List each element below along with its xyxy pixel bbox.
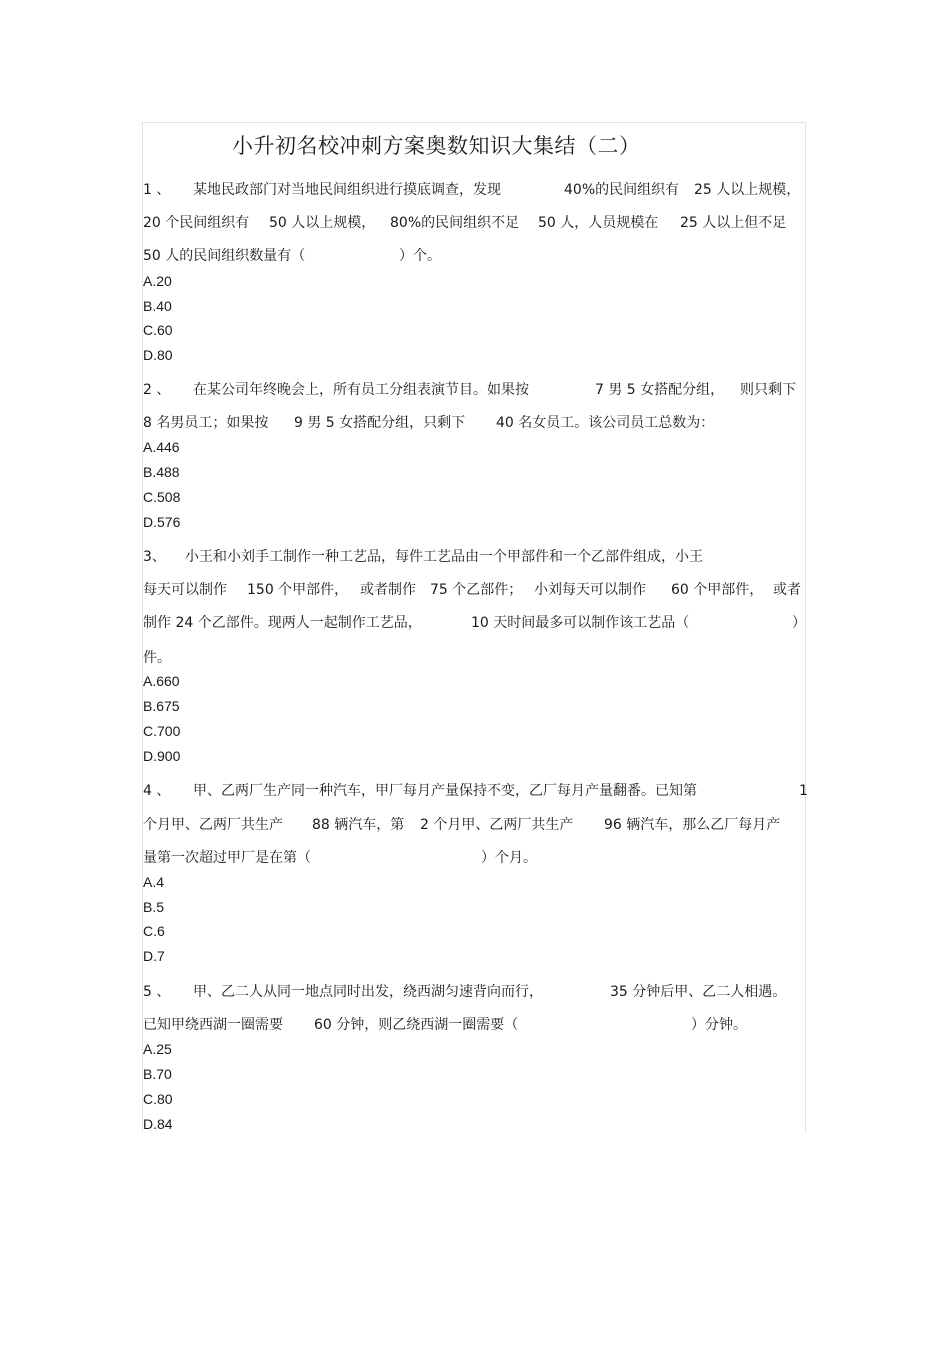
option-b: B.488 xyxy=(143,464,180,480)
text-segment: 甲、乙二人从同一地点同时出发，绕西湖匀速背向而行， xyxy=(193,984,543,1000)
option-b: B.5 xyxy=(143,899,165,915)
question-number: 1 、 xyxy=(143,182,171,198)
text-segment: 已知甲绕西湖一圈需要 xyxy=(143,1017,283,1033)
text-segment: 7 男 5 女搭配分组， xyxy=(595,382,725,398)
text-segment: 10 天时间最多可以制作该工艺品（ xyxy=(471,615,690,631)
text-segment: 150 个甲部件， xyxy=(247,582,349,598)
text-segment: 甲、乙两厂生产同一种汽车，甲厂每月产量保持不变，乙厂每月产量翻番。已知第 xyxy=(193,783,697,799)
text-segment: 件。 xyxy=(143,650,171,666)
text-segment: 20 个民间组织有 xyxy=(143,215,250,231)
text-segment: 小王和小刘手工制作一种工艺品，每件工艺品由一个甲部件和一个乙部件组成，小王 xyxy=(185,549,703,565)
text-segment: 88 辆汽车，第 xyxy=(312,817,405,833)
text-segment: 96 辆汽车，那么乙厂每月产 xyxy=(604,817,781,833)
text-segment: 50 人，人员规模在 xyxy=(538,215,659,231)
text-segment: 50 人以上规模， xyxy=(269,215,376,231)
text-segment: 则只剩下 xyxy=(740,382,796,398)
option-a: A.20 xyxy=(143,273,172,289)
text-segment: 25 人以上但不足 xyxy=(680,215,787,231)
text-segment: 60 分钟，则乙绕西湖一圈需要（ xyxy=(314,1017,519,1033)
option-d: D.80 xyxy=(143,347,173,363)
option-b: B.70 xyxy=(143,1066,172,1082)
text-segment: 每天可以制作 xyxy=(143,582,227,598)
text-segment: 1 xyxy=(799,783,808,799)
text-segment: 35 分钟后甲、乙二人相遇。 xyxy=(610,984,787,1000)
text-segment: ） xyxy=(792,615,806,631)
text-segment: 50 人的民间组织数量有（ xyxy=(143,248,306,264)
option-b: B.40 xyxy=(143,298,172,314)
option-c: C.508 xyxy=(143,489,181,505)
text-segment: 2 个月甲、乙两厂共生产 xyxy=(420,817,574,833)
text-segment: ）分钟。 xyxy=(691,1017,747,1033)
option-a: A.660 xyxy=(143,673,180,689)
text-segment: 8 名男员工；如果按 xyxy=(143,415,269,431)
text-segment: 25 人以上规模， xyxy=(694,182,801,198)
text-segment: ）个月。 xyxy=(481,850,537,866)
option-b: B.675 xyxy=(143,698,180,714)
question-number: 4 、 xyxy=(143,783,171,799)
text-segment: 40 名女员工。该公司员工总数为： xyxy=(496,415,715,431)
option-c: C.60 xyxy=(143,322,173,338)
option-c: C.6 xyxy=(143,923,165,939)
option-d: D.900 xyxy=(143,748,181,764)
option-c: C.700 xyxy=(143,723,181,739)
option-a: A.25 xyxy=(143,1041,172,1057)
option-d: D.84 xyxy=(143,1116,173,1132)
text-segment: 80%的民间组织不足 xyxy=(390,215,520,231)
option-c: C.80 xyxy=(143,1091,173,1107)
question-number: 5 、 xyxy=(143,984,171,1000)
option-a: A.446 xyxy=(143,439,180,455)
text-segment: 60 个甲部件， xyxy=(671,582,764,598)
text-segment: ）个。 xyxy=(399,248,441,264)
text-segment: 40%的民间组织有 xyxy=(564,182,680,198)
document-title: 小升初名校冲刺方案奥数知识大集结（二） xyxy=(232,134,641,158)
option-a: A.4 xyxy=(143,874,165,890)
text-segment: 小刘每天可以制作 xyxy=(534,582,646,598)
text-segment: 或者制作 xyxy=(360,582,416,598)
text-segment: 某地民政部门对当地民间组织进行摸底调查，发现 xyxy=(193,182,501,198)
option-d: D.7 xyxy=(143,948,165,964)
text-segment: 制作 24 个乙部件。现两人一起制作工艺品， xyxy=(143,615,422,631)
option-d: D.576 xyxy=(143,514,181,530)
text-segment: 在某公司年终晚会上，所有员工分组表演节目。如果按 xyxy=(193,382,529,398)
text-segment: 或者 xyxy=(773,582,801,598)
question-number: 3、 xyxy=(143,549,166,565)
text-segment: 量第一次超过甲厂是在第（ xyxy=(143,850,311,866)
text-segment: 个月甲、乙两厂共生产 xyxy=(143,817,283,833)
text-segment: 9 男 5 女搭配分组，只剩下 xyxy=(294,415,466,431)
text-segment: 75 个乙部件； xyxy=(430,582,523,598)
question-number: 2 、 xyxy=(143,382,171,398)
